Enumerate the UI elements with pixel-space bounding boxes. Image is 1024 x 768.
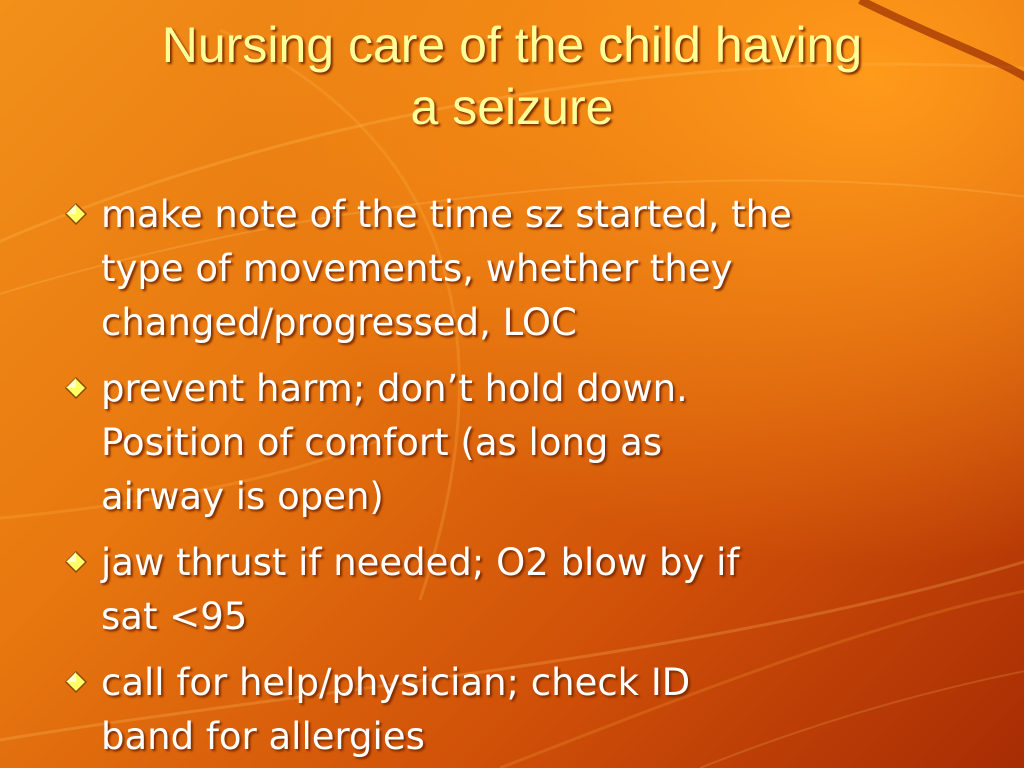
bullet-item [62, 536, 982, 644]
diamond-bullet-icon [64, 550, 88, 574]
bullet-text-line: call for help/physician; check ID [101, 661, 691, 704]
bullet-text-line: make note of the time sz started, the [101, 193, 792, 236]
diamond-bullet-icon [64, 202, 88, 226]
bullet-text-line: jaw thrust if needed; O2 blow by if [101, 541, 740, 584]
diamond-bullet-icon [64, 376, 88, 400]
bullet-text-line: prevent harm; don’t hold down. [101, 367, 688, 410]
slide-title [40, 14, 984, 138]
bullet-text-line: changed/progressed, LOC [101, 301, 577, 344]
bullet-item [62, 188, 982, 350]
bullet-text-line: airway is open) [101, 475, 384, 518]
slide-title-line: Nursing care of the child having [161, 17, 863, 73]
slide-title-line: a seizure [410, 79, 614, 135]
bullet-list [62, 188, 982, 768]
bullet-item [62, 656, 982, 764]
bullet-text-line: Position of comfort (as long as [101, 421, 663, 464]
bullet-text-line: band for allergies [101, 715, 425, 758]
bullet-item [62, 362, 982, 524]
diamond-bullet-icon [64, 670, 88, 694]
bullet-text-line: sat <95 [101, 595, 248, 638]
bullet-text-line: type of movements, whether they [101, 247, 733, 290]
